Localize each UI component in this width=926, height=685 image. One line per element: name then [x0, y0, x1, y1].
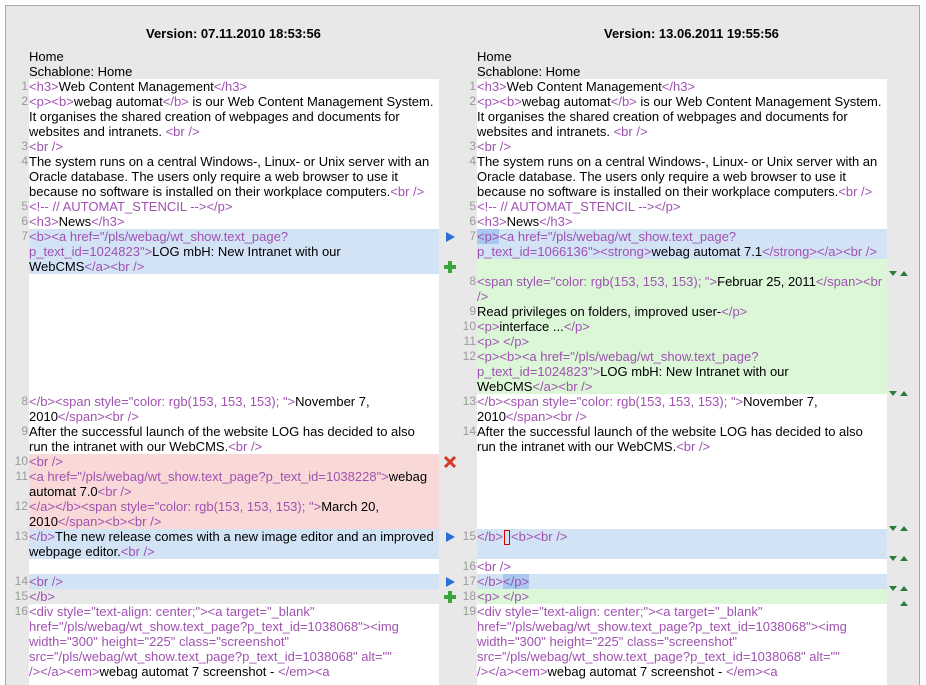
text-content: News [58, 214, 92, 229]
line-number: 4 [469, 154, 476, 168]
text-content: The system runs on a central Windows-, Linux- or Unix server with an [29, 154, 430, 169]
markup-tag: </em><a [725, 664, 778, 679]
text-content: because no software is installed on their workplace computers. [477, 184, 839, 199]
text-content: November 7, [743, 394, 818, 409]
line-code [29, 259, 144, 274]
line-code [477, 334, 529, 349]
markup-tag: </b> [477, 529, 504, 544]
line-code [477, 634, 737, 649]
line-code [477, 184, 872, 199]
line-number: 2 [21, 94, 28, 108]
line-code [477, 229, 736, 244]
line-code [477, 619, 847, 634]
markup-tag: <br /> [29, 454, 63, 469]
line-code [477, 409, 587, 424]
line-code [477, 664, 778, 679]
text-content: Oracle database. The users only require a web browser to use it [29, 169, 399, 184]
blue-arrow-icon[interactable] [444, 576, 456, 588]
text-content: November 7, [295, 394, 370, 409]
line-code [477, 364, 789, 379]
text-content: Web Content Management [506, 79, 662, 94]
line-number: 7 [21, 229, 28, 243]
text-content: The new release comes with a new image editor and an improved [55, 529, 434, 544]
left-template-label: Schablone: Home [29, 64, 133, 79]
text-content: After the successful launch of the website LOG has decided to also [477, 424, 863, 439]
up-down-arrows-icon[interactable] [888, 386, 910, 394]
text-content: automat 7.0 [29, 484, 98, 499]
markup-tag: <br /> [838, 184, 873, 199]
markup-tag: <p> </p> [477, 334, 530, 349]
line-number: 2 [469, 94, 476, 108]
markup-tag: </b> [477, 574, 504, 589]
markup-tag: </p> [721, 304, 748, 319]
markup-tag: /></a><em> [477, 664, 548, 679]
markup-tag: </em><a [277, 664, 330, 679]
markup-tag: </a><br /> [532, 379, 593, 394]
markup-tag: <a href="/pls/webag/wt_show.text_page?p_text_id=1038228"> [29, 469, 389, 484]
line-code [477, 649, 840, 664]
text-content: is our Web Content Management System. [188, 94, 434, 109]
line-code [29, 139, 63, 154]
line-code [477, 94, 881, 109]
line-number: 11 [463, 334, 476, 348]
text-content: Februar 25, 2011 [717, 274, 816, 289]
left-unchanged-block-3 [29, 559, 439, 574]
line-number: 5 [21, 199, 28, 213]
text-content: webag automat 7 screenshot - [547, 664, 726, 679]
line-code [29, 214, 124, 229]
text-content: is our Web Content Management System. [636, 94, 882, 109]
text-content: run the intranet with our WebCMS. [477, 439, 677, 454]
line-code [477, 79, 695, 94]
line-code [29, 499, 379, 514]
text-content: Oracle database. The users only require a web browser to use it [477, 169, 847, 184]
markup-tag: <b><br /> [511, 529, 568, 544]
markup-tag: src="/pls/webag/wt_show.text_page?p_text_id=1038068" alt="" [29, 649, 392, 664]
markup-tag: </span><br /> [505, 409, 587, 424]
markup-tag: <span style="color: rgb(153, 153, 153); "> [477, 274, 718, 289]
line-code [29, 544, 155, 559]
line-number: 6 [469, 214, 476, 228]
line-code [477, 574, 529, 589]
line-code [29, 154, 429, 169]
text-content: News [506, 214, 540, 229]
line-number: 16 [462, 559, 476, 573]
line-code [29, 79, 247, 94]
line-number: 19 [462, 604, 476, 618]
line-code [477, 589, 529, 604]
text-content: interface ... [499, 319, 564, 334]
line-code [29, 634, 289, 649]
line-code [29, 649, 392, 664]
red-x-icon[interactable] [444, 456, 456, 468]
markup-tag: <br /> [120, 544, 155, 559]
up-down-arrows-icon[interactable] [888, 581, 910, 589]
markup-tag: <br /> [165, 124, 200, 139]
markup-tag: <br /> [97, 484, 132, 499]
line-code [29, 394, 370, 409]
text-content: Read privileges on folders, improved user- [477, 304, 722, 319]
line-code [477, 139, 511, 154]
markup-tag: p_text_id=1024823"> [29, 244, 153, 259]
markup-tag: <p><b><a href="/pls/webag/wt_show.text_page? [477, 349, 759, 364]
markup-tag: <p> [477, 319, 500, 334]
highlighted-change: </p> [503, 574, 530, 589]
line-code [29, 124, 200, 139]
markup-tag: <br /> [29, 574, 63, 589]
markup-tag: src="/pls/webag/wt_show.text_page?p_text_id=1038068" alt="" [477, 649, 840, 664]
markup-tag: <br /> [676, 439, 711, 454]
markup-tag: <div style="text-align: center;"><a target="_blank" [477, 604, 763, 619]
text-content: After the successful launch of the website LOG has decided to also [29, 424, 415, 439]
line-code [29, 109, 400, 124]
line-number: 8 [469, 274, 476, 288]
text-content: webag [388, 469, 428, 484]
line-number: 5 [469, 199, 476, 213]
line-number: 10 [14, 454, 28, 468]
text-content: 2010 [29, 514, 58, 529]
line-code [29, 514, 161, 529]
line-code [29, 529, 434, 544]
text-content: run the intranet with our WebCMS. [29, 439, 229, 454]
text-content: webag automat 7 screenshot - [99, 664, 278, 679]
markup-tag: </p> [563, 319, 590, 334]
text-content: LOG mbH: New Intranet with our [152, 244, 341, 259]
line-code [477, 529, 567, 545]
text-content: websites and intranets. [29, 124, 166, 139]
markup-tag: </b><span style="color: rgb(153, 153, 153); "> [477, 394, 744, 409]
text-content: WebCMS [477, 379, 533, 394]
line-code [477, 424, 863, 439]
line-number: 9 [469, 304, 476, 318]
text-content: The system runs on a central Windows-, Linux- or Unix server with an [477, 154, 878, 169]
line-number: 15 [462, 529, 476, 543]
left-changed-block-3 [29, 574, 439, 589]
left-version-header: Version: 07.11.2010 18:53:56 [146, 26, 321, 41]
line-code [477, 349, 758, 364]
markup-tag: /></a><em> [29, 664, 100, 679]
line-code [29, 169, 398, 184]
right-unchanged-block-3 [477, 559, 887, 574]
line-code [477, 604, 763, 619]
markup-tag: </b><span style="color: rgb(153, 153, 153); "> [29, 394, 296, 409]
markup-tag: <h3> [477, 79, 507, 94]
line-number: 12 [14, 499, 28, 513]
left-home-label: Home [29, 49, 64, 64]
markup-tag: </h3> [661, 79, 696, 94]
text-content: 2010 [477, 409, 506, 424]
markup-tag: p_text_id=1024823"> [477, 364, 601, 379]
markup-tag: </span><br /> [57, 409, 139, 424]
line-number: 14 [462, 424, 476, 438]
line-code [477, 274, 882, 289]
line-code [29, 664, 330, 679]
line-code [29, 484, 132, 499]
markup-tag: </strong></a><br /> [762, 244, 877, 259]
line-number: 3 [21, 139, 28, 153]
line-code [29, 184, 424, 199]
right-version-header: Version: 13.06.2011 19:55:56 [604, 26, 779, 41]
line-code [29, 574, 63, 589]
line-code [477, 244, 877, 259]
line-code [477, 169, 846, 184]
markup-tag: href="/pls/webag/wt_show.text_page?p_text_id=1038068"><img [29, 619, 399, 634]
markup-tag: </b> [610, 94, 637, 109]
line-number: 15 [14, 589, 28, 603]
markup-tag: <br /> [390, 184, 425, 199]
line-code [477, 109, 848, 124]
markup-tag: width="300" height="225" class="screenshot" [477, 634, 738, 649]
text-content: webag automat [521, 94, 611, 109]
line-code [477, 379, 592, 394]
green-plus-icon[interactable] [444, 591, 456, 603]
markup-tag: <a href="/pls/webag/wt_show.text_page? [499, 229, 737, 244]
line-code [29, 619, 399, 634]
markup-tag: </span><b><br /> [57, 514, 162, 529]
text-content: 2010 [29, 409, 58, 424]
left-gap-block [29, 274, 439, 394]
line-code [477, 214, 572, 229]
line-number: 8 [21, 394, 28, 408]
markup-tag: <b><a href="/pls/webag/wt_show.text_page? [29, 229, 289, 244]
line-number: 12 [462, 349, 476, 363]
line-code [29, 199, 232, 214]
right-changed-block-3 [477, 574, 887, 589]
markup-tag: /> [477, 289, 489, 304]
line-number: 9 [21, 424, 28, 438]
markup-tag: p_text_id=1066136"><strong> [477, 244, 652, 259]
markup-tag: <br /> [477, 559, 511, 574]
line-code [29, 454, 63, 469]
text-content: because no software is installed on their workplace computers. [29, 184, 391, 199]
line-code [29, 94, 433, 109]
markup-tag: <div style="text-align: center;"><a target="_blank" [29, 604, 315, 619]
line-code [29, 244, 341, 259]
green-plus-icon[interactable] [444, 261, 456, 273]
markup-tag: </h3> [213, 79, 248, 94]
text-content: LOG mbH: New Intranet with our [600, 364, 789, 379]
diff-viewer [5, 5, 920, 685]
markup-tag: </a><br /> [84, 259, 145, 274]
line-number: 17 [462, 574, 476, 588]
markup-tag: <br /> [613, 124, 648, 139]
right-template-label: Schablone: Home [477, 64, 581, 79]
markup-tag: </span><br [815, 274, 883, 289]
line-number: 10 [462, 319, 476, 333]
markup-tag: </h3> [91, 214, 125, 229]
highlighted-change: <p> [477, 229, 500, 244]
right-added-block-2 [477, 589, 887, 604]
markup-tag: <!-- // AUTOMAT_STENCIL --></p> [477, 199, 681, 214]
line-number: 18 [462, 589, 476, 603]
line-code [477, 394, 818, 409]
line-code [29, 229, 288, 244]
markup-tag: </b> [29, 529, 56, 544]
text-content: websites and intranets. [477, 124, 614, 139]
up-down-arrows-icon[interactable] [888, 266, 910, 274]
text-content: WebCMS [29, 259, 85, 274]
text-content: March 20, [321, 499, 379, 514]
markup-tag: <br /> [477, 139, 511, 154]
markup-tag: </b> [162, 94, 189, 109]
line-code [477, 439, 710, 454]
markup-tag: </b> [29, 589, 56, 604]
markup-tag: <p><b> [477, 94, 522, 109]
text-content: It organises the shared creation of webpages and documents for [477, 109, 848, 124]
up-down-arrows-icon[interactable] [888, 551, 910, 559]
line-code [477, 154, 877, 169]
line-number: 4 [21, 154, 28, 168]
line-code [29, 424, 415, 439]
line-code [29, 469, 427, 484]
line-number: 11 [15, 469, 28, 483]
markup-tag: <!-- // AUTOMAT_STENCIL --></p> [29, 199, 233, 214]
right-home-label: Home [477, 49, 512, 64]
markup-tag: <h3> [477, 214, 507, 229]
up-down-arrows-icon[interactable] [888, 596, 910, 604]
line-code [477, 289, 488, 304]
line-code [29, 409, 139, 424]
markup-tag: <h3> [29, 214, 59, 229]
text-content: It organises the shared creation of webpages and documents for [29, 109, 400, 124]
line-code [477, 199, 680, 214]
blue-arrow-icon[interactable] [444, 231, 456, 243]
text-content: webag automat 7.1 [651, 244, 763, 259]
line-code [29, 589, 55, 604]
markup-tag: </h3> [539, 214, 573, 229]
markup-tag: </a></b><span style="color: rgb(153, 153, 153); "> [29, 499, 322, 514]
line-number: 7 [469, 229, 476, 243]
text-content: webpage editor. [29, 544, 121, 559]
line-number: 14 [14, 574, 28, 588]
line-code [477, 124, 648, 139]
line-number: 16 [14, 604, 28, 618]
line-number: 13 [462, 394, 476, 408]
line-number: 6 [21, 214, 28, 228]
markup-tag: href="/pls/webag/wt_show.text_page?p_text_id=1038068"><img [477, 619, 847, 634]
line-number: 1 [469, 79, 476, 93]
line-number: 1 [21, 79, 28, 93]
line-code [477, 559, 511, 574]
markup-tag: <br /> [228, 439, 263, 454]
line-number: 13 [14, 529, 28, 543]
markup-tag: <br /> [29, 139, 63, 154]
markup-tag: <h3> [29, 79, 59, 94]
markup-tag: width="300" height="225" class="screenshot" [29, 634, 290, 649]
text-content: webag automat [73, 94, 163, 109]
line-code [477, 319, 590, 334]
change-marker [504, 530, 510, 545]
line-number: 3 [469, 139, 476, 153]
text-content: Web Content Management [58, 79, 214, 94]
markup-tag: <p><b> [29, 94, 74, 109]
line-code [29, 604, 315, 619]
up-down-arrows-icon[interactable] [888, 521, 910, 529]
markup-tag: <p> </p> [477, 589, 530, 604]
blue-arrow-icon[interactable] [444, 531, 456, 543]
line-code [477, 304, 747, 319]
line-code [29, 439, 262, 454]
